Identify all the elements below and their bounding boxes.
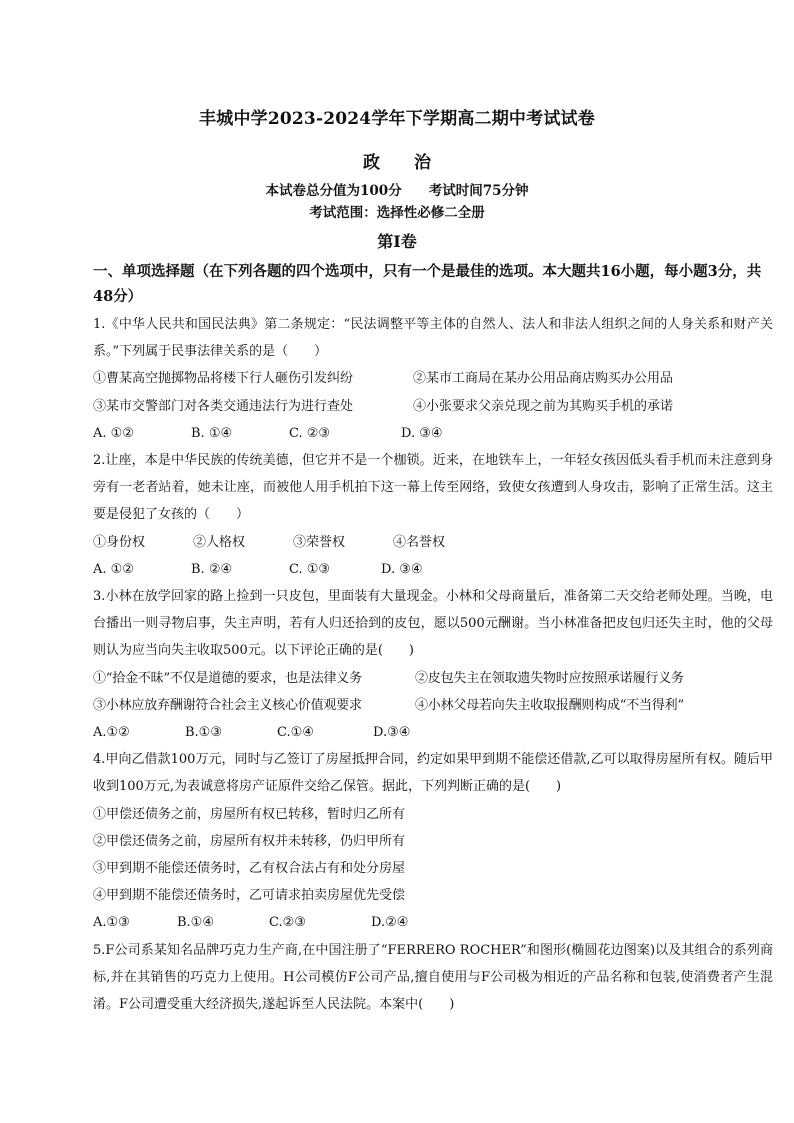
question-stem: 5.F公司系某知名品牌巧克力生产商,在中国注册了“FERRERO ROCHER”和图形(椭圆花边图案)以及其组合的系列商标,并在其销售的巧克力上使用。H公司模仿F公司产品,擅自使用与F公司极为相近的产品名称和包装,使消费者产生混淆。F公司遭受重大经济损失,遂起诉至人民法院。本案中( ) bbox=[93, 942, 773, 1013]
choice-a[interactable]: A. ①② bbox=[93, 425, 134, 441]
statement-item: ③小林应放弃酬谢符合社会主义核心价值观要求 bbox=[93, 697, 362, 713]
statement-item: ④甲到期不能偿还债务时，乙可请求拍卖房屋优先受偿 bbox=[93, 888, 406, 904]
exam-title: 丰城中学2023-2024学年下学期高二期中考试试卷 bbox=[199, 109, 595, 129]
statement-item: ③某市交警部门对各类交通违法行为进行查处 bbox=[93, 398, 354, 414]
exam-info-score-time: 本试卷总分值为100分 考试时间75分钟 bbox=[265, 183, 529, 199]
statement-row bbox=[93, 393, 773, 420]
statement-item: ④名誉权 bbox=[393, 534, 446, 550]
statement-item: ①甲偿还债务之前，房屋所有权已转移，暂时归乙所有 bbox=[93, 806, 406, 822]
question-stem: 3.小林在放学回家的路上捡到一只皮包，里面装有大量现金。小林和父母商量后，准备第二天交给老师处理。当晚，电台播出一则寻物启事，失主声明，若有人归还拾到的皮包，愿以500元酬谢。当小林准备把皮包归还失主时，他的父母则认为应当向失主收取500元。以下评论正确的是( ) bbox=[93, 589, 773, 659]
statement-item: ②某市工商局在某办公用品商店购买办公用品 bbox=[413, 371, 674, 387]
statement-row bbox=[93, 529, 773, 556]
question-4 bbox=[93, 746, 773, 936]
statement-row bbox=[93, 365, 773, 392]
question-2 bbox=[93, 447, 773, 583]
question-1 bbox=[93, 311, 773, 447]
statement-item: ②甲偿还债务之前，房屋所有权并未转移，仍归甲所有 bbox=[93, 833, 406, 849]
statement-row bbox=[93, 665, 773, 692]
choice-b[interactable]: B. ①④ bbox=[191, 425, 233, 441]
choice-c[interactable]: C.①④ bbox=[277, 725, 314, 741]
question-stem: 2.让座，本是中华民族的传统美德，但它并不是一个枷锁。近来，在地铁车上，一年轻女孩因低头看手机而未注意到身旁有一老者站着，她未让座，而被他人用手机拍下这一幕上传至网络，致使女孩遭到人身攻击，影响了正常生活。这主要是侵犯了女孩的（ ） bbox=[93, 453, 773, 523]
choice-c[interactable]: C. ①③ bbox=[289, 561, 331, 577]
statement-item: ②人格权 bbox=[193, 534, 246, 550]
choice-c[interactable]: C.②③ bbox=[269, 915, 306, 931]
choice-a[interactable]: A.①② bbox=[93, 725, 130, 741]
statement-item: ③甲到期不能偿还债务时，乙有权合法占有和处分房屋 bbox=[93, 861, 406, 877]
choice-d[interactable]: D.②④ bbox=[371, 915, 409, 931]
part-title: 第Ⅰ卷 bbox=[377, 232, 417, 251]
statement-item: ③荣誉权 bbox=[293, 534, 346, 550]
subject-title: 政 治 bbox=[363, 153, 431, 173]
exam-body bbox=[93, 259, 773, 1018]
statement-item: ④小张要求父亲兑现之前为其购买手机的承诺 bbox=[413, 398, 674, 414]
exam-info-scope: 考试范围：选择性必修二全册 bbox=[309, 205, 485, 221]
choice-b[interactable]: B.①④ bbox=[177, 915, 214, 931]
statement-item: ②皮包失主在领取遗失物时应按照承诺履行义务 bbox=[415, 670, 684, 686]
choice-d[interactable]: D. ③④ bbox=[401, 425, 443, 441]
statement-row bbox=[93, 692, 773, 719]
choice-c[interactable]: C. ②③ bbox=[289, 425, 331, 441]
choice-a[interactable]: A.①③ bbox=[93, 915, 130, 931]
choice-a[interactable]: A. ①② bbox=[93, 561, 134, 577]
question-5 bbox=[93, 937, 773, 1019]
choice-b[interactable]: B.①③ bbox=[185, 725, 222, 741]
choice-d[interactable]: D. ③④ bbox=[381, 561, 423, 577]
choice-row bbox=[93, 719, 773, 746]
choice-row bbox=[93, 556, 773, 583]
statement-item: ①身份权 bbox=[93, 534, 146, 550]
question-stem: 4.甲向乙借款100万元，同时与乙签订了房屋抵押合同，约定如果甲到期不能偿还借款,乙可以取得房屋所有权。随后甲收到100万元,为表诚意将房产证原件交给乙保管。据此，下列判断正确的是( ) bbox=[93, 752, 773, 795]
choice-d[interactable]: D.③④ bbox=[373, 725, 411, 741]
section-heading: 一、单项选择题（在下列各题的四个选项中，只有一个是最佳的选项。本大题共16小题，每小题3分，共48分） bbox=[93, 263, 762, 305]
question-stem: 1.《中华人民共和国民法典》第二条规定：“民法调整平等主体的自然人、法人和非法人组织之间的人身关系和财产关系。”下列属于民事法律关系的是（ ） bbox=[93, 317, 773, 360]
statement-item: ④小林父母若向失主收取报酬则构成“不当得利” bbox=[415, 697, 684, 713]
statement-item: ①曹某高空抛掷物品将楼下行人砸伤引发纠纷 bbox=[93, 371, 354, 387]
choice-row bbox=[93, 420, 773, 447]
choice-row bbox=[93, 909, 773, 936]
choice-b[interactable]: B. ②④ bbox=[191, 561, 233, 577]
question-3 bbox=[93, 583, 773, 746]
statement-item: ①“拾金不昧”不仅是道德的要求，也是法律义务 bbox=[93, 670, 362, 686]
